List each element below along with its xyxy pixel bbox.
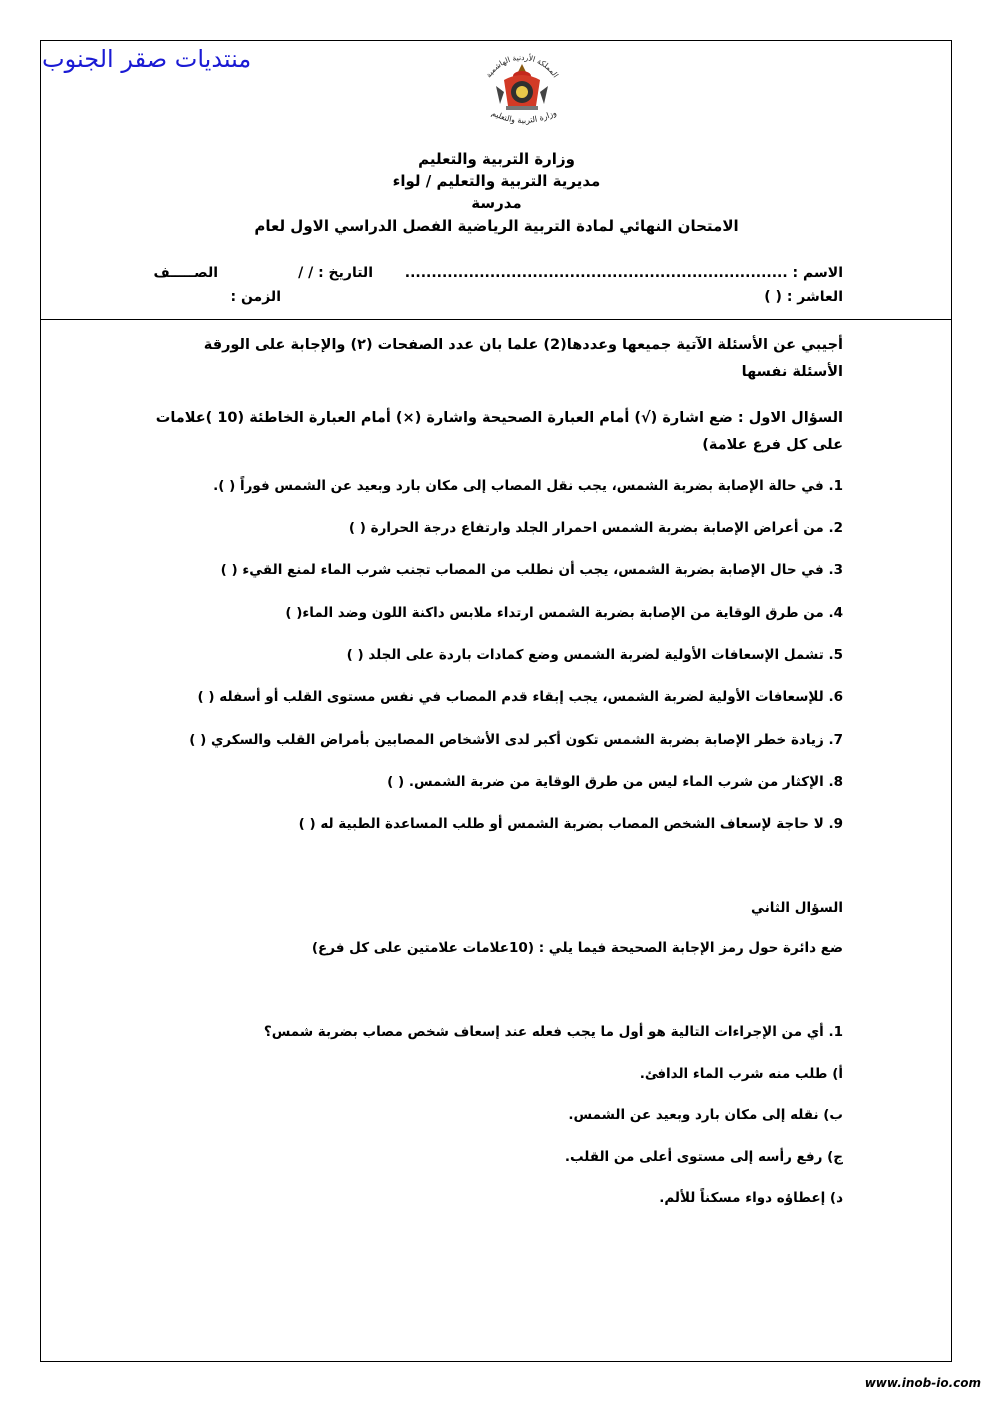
- q1-title: السؤال الاول : ضع اشارة (√) أمام العبارة الصحيحة واشارة (×) أمام العبارة الخاطئة (10 )علامات على كل فرع علامة): [155, 410, 843, 453]
- q2-option: د) إعطاؤه دواء مسكناً للألم.: [659, 1190, 843, 1206]
- q2-question: 1. أي من الإجراءات التالية هو أول ما يجب فعله عند إسعاف شخص مصاب بضربة شمس؟: [263, 1024, 843, 1040]
- exam-title: الامتحان النهائي لمادة التربية الرياضية الفصل الدراسي الاول لعام: [254, 217, 739, 235]
- q1-item: 4. من طرق الوقاية من الإصابة بضربة الشمس ارتداء ملابس داكنة اللون وضد الماء( ): [285, 605, 843, 621]
- q1-item: 3. في حال الإصابة بضربة الشمس، يجب أن نطلب من المصاب تجنب شرب الماء لمنع القيء ( ): [220, 562, 843, 578]
- grade-field: الصـــــف: [153, 265, 218, 281]
- q2-subtitle: ضع دائرة حول رمز الإجابة الصحيحة فيما يلي : (10علامات علامتين على كل فرع): [311, 940, 843, 956]
- footer-url: www.inob-io.com: [864, 1376, 981, 1390]
- q1-item: 6. للإسعافات الأولية لضربة الشمس، يجب إبقاء قدم المصاب في نفس مستوى القلب أو أسفله ( ): [197, 689, 843, 705]
- forum-watermark: منتديات صقر الجنوب: [42, 45, 252, 73]
- emblem-bottom-text: وزارة التربية والتعليم: [490, 108, 558, 126]
- q2-option: ب) نقله إلى مكان بارد وبعيد عن الشمس.: [568, 1107, 843, 1123]
- q1-item: 2. من أعراض الإصابة بضربة الشمس احمرار الجلد وارتفاع درجة الحرارة ( ): [348, 520, 843, 536]
- q2-option: أ) طلب منه شرب الماء الدافئ.: [639, 1066, 843, 1082]
- q1-item: 5. تشمل الإسعافات الأولية لضربة الشمس وضع كمادات باردة على الجلد ( ): [346, 647, 843, 663]
- svg-text:وزارة التربية والتعليم: [490, 108, 558, 125]
- date-field: التاريخ : / /: [298, 265, 373, 281]
- header-divider: [40, 319, 952, 320]
- time-field: الزمن :: [230, 289, 281, 305]
- name-field: الاسم : ........................................................................: [404, 265, 843, 281]
- q2-title: السؤال الثاني: [751, 900, 843, 916]
- school-line: مدرسة: [471, 194, 522, 212]
- section-field: العاشر : ( ): [764, 289, 843, 305]
- ministry-name: وزارة التربية والتعليم: [418, 150, 575, 168]
- q1-item: 8. الإكثار من شرب الماء ليس من طرق الوقاية من ضربة الشمس. ( ): [387, 774, 843, 790]
- q1-item: 1. في حالة الإصابة بضربة الشمس، يجب نقل المصاب إلى مكان بارد وبعيد عن الشمس فوراً ( ).: [213, 478, 843, 494]
- directorate-line: مديرية التربية والتعليم / لواء: [392, 172, 601, 190]
- q1-item: 7. زيادة خطر الإصابة بضربة الشمس تكون أكبر لدى الأشخاص المصابين بأمراض القلب والسكري ( ): [189, 732, 843, 748]
- jordan-coat-of-arms-icon: [474, 52, 570, 134]
- emblem-arc-text: المملكة الأردنية الهاشمية: [483, 52, 561, 80]
- q2-option: ج) رفع رأسه إلى مستوى أعلى من القلب.: [564, 1149, 843, 1165]
- q1-item: 9. لا حاجة لإسعاف الشخص المصاب بضربة الشمس أو طلب المساعدة الطبية له ( ): [298, 816, 843, 832]
- instructions: أجيبي عن الأسئلة الآتية جميعها وعددها(2) علما بان عدد الصفحات (٢) والإجابة على الورقة الأسئلة نفسها: [203, 337, 843, 380]
